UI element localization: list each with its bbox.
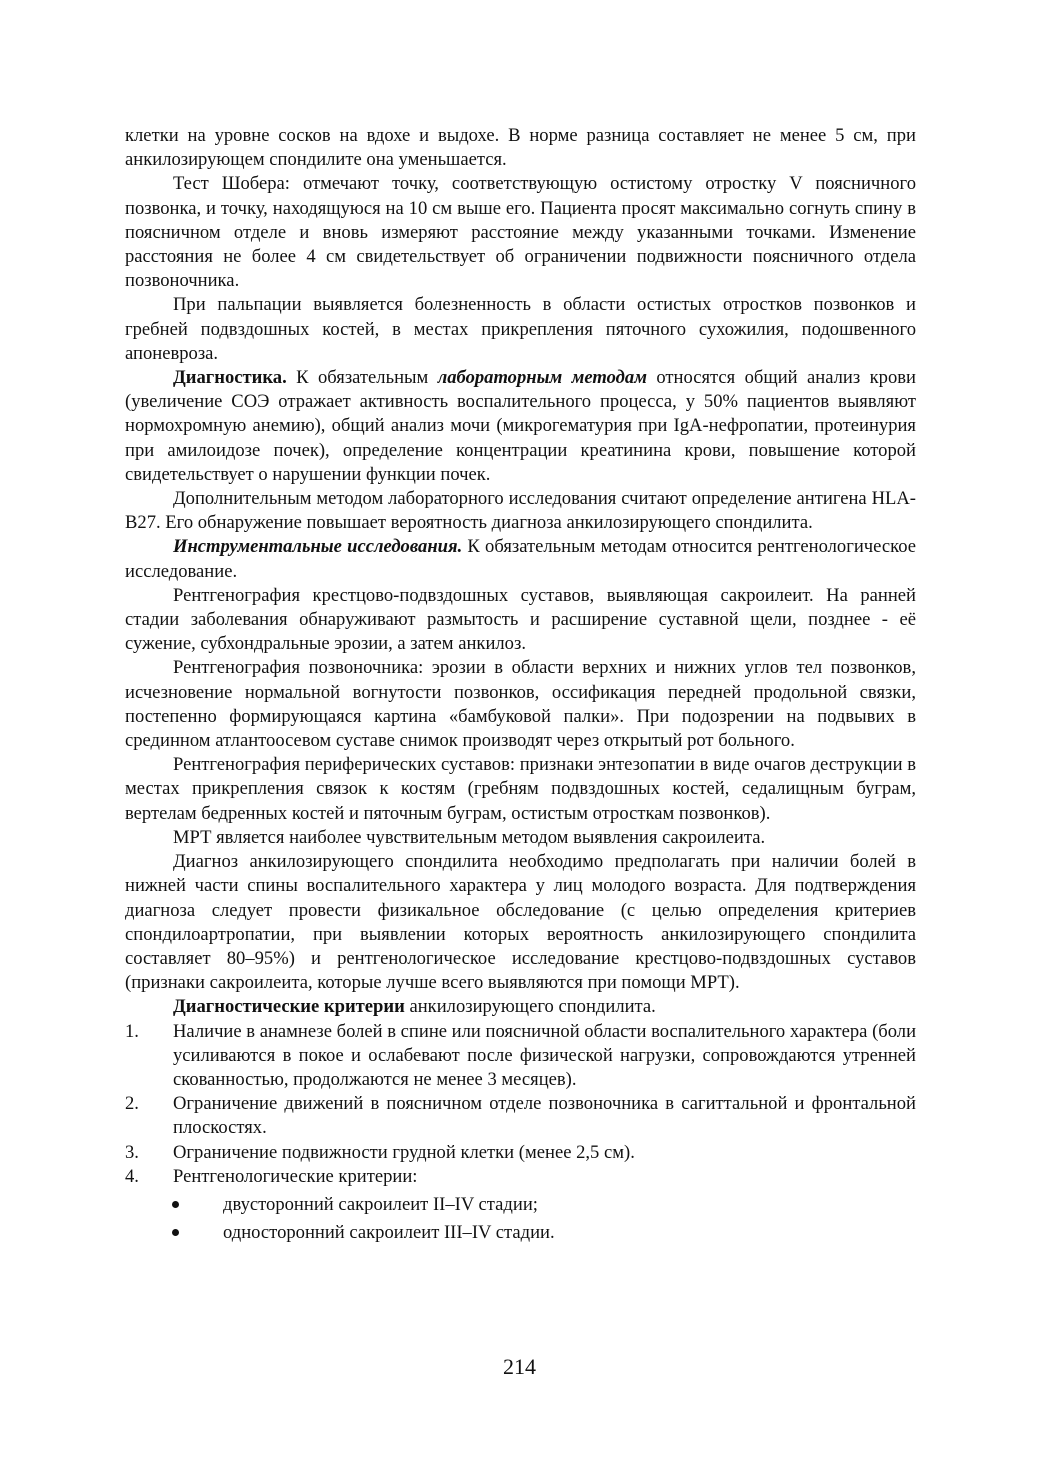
- text: относятся общий анализ крови (увеличение СОЭ отражает активность воспалительного процесса, у 50% пациентов выявляют нормохромную анемию), общий анализ мочи (микрогематурия при IgA-нефропатии, протеинурия при амилоидозе почек), определение концентрации креатинина крови, повышение которой свидетельствует о нарушении функции почек.: [125, 367, 916, 485]
- bullet-item: [169, 1221, 916, 1245]
- list-number: 4.: [125, 1165, 139, 1187]
- list-text: Ограничение движений в поясничном отделе позвоночника в сагиттальной и фронтальной плоскостях.: [173, 1093, 916, 1139]
- list-number: 1.: [125, 1020, 139, 1042]
- paragraph: МРТ является наиболее чувствительным методом выявления сакроилеита.: [173, 826, 766, 848]
- paragraph: клетки на уровне сосков на вдохе и выдохе. В норме разница составляет не менее 5 см, при анкилозирующем спондилите она уменьшается.: [125, 125, 916, 171]
- page-body: [125, 124, 916, 1245]
- bullet-text: двусторонний сакроилеит II–IV стадии;: [223, 1193, 538, 1215]
- paragraph: Тест Шобера: отмечают точку, соответствующую остистому отростку V поясничного позвонка, и точку, находящуюся на 10 см выше его. Пациента просят максимально согнуть спину в поясничном отделе и вновь измеряют расстояние между указанными точками. Изменение расстояния не более 4 см свидетельствует об ограничении подвижности поясничного отдела позвоночника.: [125, 173, 916, 292]
- paragraph: Рентгенография периферических суставов: признаки энтезопатии в виде очагов деструкции в местах прикрепления связок к костям (гребням подвздошных костей, седалищным буграм, вертелам бедренных костей и пяточным буграм, остистым отросткам позвонков).: [125, 754, 916, 824]
- list-text: Рентгенологические критерии:: [173, 1165, 418, 1187]
- list-number: 2.: [125, 1093, 139, 1115]
- heading-diagnostics: Диагностика.: [173, 367, 287, 389]
- heading-criteria: Диагностические критерии: [173, 996, 405, 1018]
- list-text: Ограничение подвижности грудной клетки (менее 2,5 см).: [173, 1141, 635, 1163]
- paragraph: Рентгенография крестцово-подвздошных суставов, выявляющая сакроилеит. На ранней стадии заболевания обнаруживают размытость и расширение суставной щели, позднее - её сужение, субхондральные эрозии, а затем анкилоз.: [125, 584, 916, 655]
- paragraph: Диагноз анкилозирующего спондилита необходимо предполагать при наличии болей в нижней части спины воспалительного характера у лиц молодого возраста. Для подтверждения диагноза следует провести физикальное обследование (с целью определения критериев спондилоартропатии, при выявлении которых вероятность анкилозирующего спондилита составляет 80–95%) и рентгенологическое исследование крестцово-подвздошных суставов (признаки сакроилеита, которые лучше всего выявляются при помощи МРТ).: [125, 851, 916, 994]
- heading-instrumental: Инструментальные исследования.: [173, 536, 463, 558]
- page-number: 214: [503, 1354, 536, 1379]
- bullet-text: односторонний сакроилеит III–IV стадии.: [223, 1222, 555, 1244]
- bullet-item: [169, 1193, 916, 1217]
- list-item: [125, 1141, 916, 1165]
- text: анкилозирующего спондилита.: [404, 996, 656, 1018]
- paragraph-instrumental: [125, 535, 916, 583]
- paragraph-criteria: [125, 995, 916, 1019]
- list-text: Наличие в анамнезе болей в спине или поясничной области воспалительного характера (боли усиливаются в покое и ослабевают после физической нагрузки, сопровождаются утренней скованностью, продолжаются не менее 3 месяцев).: [173, 1020, 917, 1090]
- list-item: [125, 1092, 916, 1140]
- paragraph: При пальпации выявляется болезненность в области остистых отростков позвонков и гребней подвздошных костей, в местах прикрепления пяточного сухожилия, подошвенного апоневроза.: [125, 294, 916, 364]
- paragraph-diagnostics: [125, 366, 916, 487]
- list-number: 3.: [125, 1141, 139, 1163]
- list-item: [125, 1020, 916, 1093]
- lab-methods-term: лабораторным методам: [437, 367, 647, 389]
- bullet-icon: [169, 1221, 223, 1245]
- text: К обязательным методам относится рентгенологическое исследование.: [125, 536, 916, 582]
- bullet-icon: [169, 1193, 223, 1217]
- paragraph: Дополнительным методом лабораторного исследования считают определение антигена HLA-B27. Его обнаружение повышает вероятность диагноза анкилозирующего спондилита.: [125, 488, 916, 534]
- paragraph: Рентгенография позвоночника: эрозии в области верхних и нижних углов тел позвонков, исчезновение нормальной вогнутости позвонков, оссификация передней продольной связки, постепенно формирующаяся картина «бамбуковой палки». При подозрении на подвывих в срединном атлантоосевом суставе снимок производят через открытый рот больного.: [125, 657, 916, 752]
- list-item: [125, 1165, 916, 1189]
- text: К обязательным: [286, 367, 438, 389]
